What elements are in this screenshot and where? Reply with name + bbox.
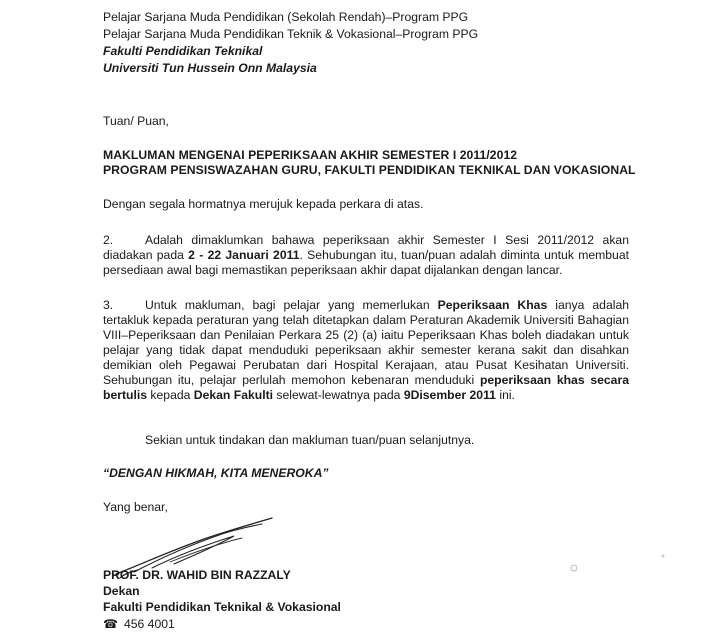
subject-line-2: PROGRAM PENSISWAZAHAN GURU, FAKULTI PENDIDIKAN TEKNIKAL DAN VOKASIONAL [103, 163, 636, 177]
para2-text-2a: diadakan pada [103, 248, 189, 262]
opening-sentence: Dengan segala hormatnya merujuk kepada perkara di atas. [103, 197, 424, 211]
signatory-faculty: Fakulti Pendidikan Teknikal & Vokasional [103, 600, 341, 614]
para3-line-6 [103, 373, 629, 388]
para3-text-7a: bertulis [103, 388, 148, 402]
closing-text: Sekian untuk tindakan dan makluman tuan/puan selanjutnya. [145, 433, 475, 447]
para3-line-1 [103, 298, 629, 313]
closing-line [103, 433, 474, 448]
para2-line-1 [103, 233, 629, 248]
subject-line-1: MAKLUMAN MENGENAI PEPERIKSAAN AKHIR SEMESTER I 2011/2012 [103, 148, 518, 162]
para2-line-2 [103, 248, 629, 263]
para3-text-1b: ianya adalah [547, 298, 629, 312]
para2-line-3: persediaan awal bagi memastikan peperiksaan akhir dapat dijalankan dengan lancar. [103, 263, 563, 277]
para3-text-6b: peperiksaan khas secara [479, 373, 629, 387]
para3-text-7b: kepada [147, 388, 194, 402]
deadline-date: 9Disember 2011 [403, 388, 496, 402]
para3-line-3: VIII–Peperiksaan dan Penilaian Perkara 25 (2) (a) iaitu Peperiksaan Khas boleh diadakan untuk [103, 328, 629, 342]
para3-line-7 [103, 388, 515, 403]
para2-text-2b: . Sehubungan itu, tuan/puan adalah diminta untuk membuat [299, 248, 630, 262]
para3-text-1a: Untuk makluman, bagi pelajar yang memerlukan [145, 298, 438, 312]
exam-dates: 2 - 22 Januari 2011 [188, 248, 300, 262]
yang-benar: Yang benar, [103, 500, 168, 514]
dean-faculty-term: Dekan Fakulti [193, 388, 274, 402]
para3-line-4: pelajar yang tidak dapat menduduki peperiksaan akhir semester kerana sakit dan disahkan [103, 343, 629, 357]
telephone-icon: ☎ [103, 617, 118, 631]
special-exam-term: Peperiksaan Khas [437, 298, 548, 312]
signatory-name: PROF. DR. WAHID BIN RAZZALY [103, 568, 291, 582]
sender-line-1: Pelajar Sarjana Muda Pendidikan (Sekolah Rendah)–Program PPG [103, 10, 469, 24]
sender-university: Universiti Tun Hussein Onn Malaysia [103, 61, 317, 75]
salutation: Tuan/ Puan, [103, 114, 169, 128]
sender-line-2: Pelajar Sarjana Muda Pendidikan Teknik & Vokasional–Program PPG [103, 27, 479, 41]
sender-faculty: Fakulti Pendidikan Teknikal [103, 44, 263, 58]
para3-text-6a: Sehubungan itu, pelajar perlulah memohon kebenaran menduduki [103, 373, 480, 387]
phone-number: 456 4001 [123, 617, 175, 631]
para3-text-7c: selewat-lewatnya pada [273, 388, 404, 402]
para3-line-5: demikian oleh Pegawai Perubatan dari Hospital Kerajaan, atau Pusat Kesihatan Universiti. [103, 358, 629, 372]
signatory-title: Dekan [103, 584, 140, 598]
para3-number: 3. [103, 298, 114, 312]
motto: “DENGAN HIKMAH, KITA MENEROKA” [103, 466, 329, 480]
para3-line-2: tertakluk kepada peraturan yang telah ditetapkan dalam Peraturan Akademik Universiti Bahagian [103, 313, 629, 327]
para3-text-7d: ini. [495, 388, 515, 402]
para2-text-1: Adalah dimaklumkan bahawa peperiksaan akhir Semester I Sesi 2011/2012 akan [145, 233, 629, 247]
para2-number: 2. [103, 233, 114, 247]
